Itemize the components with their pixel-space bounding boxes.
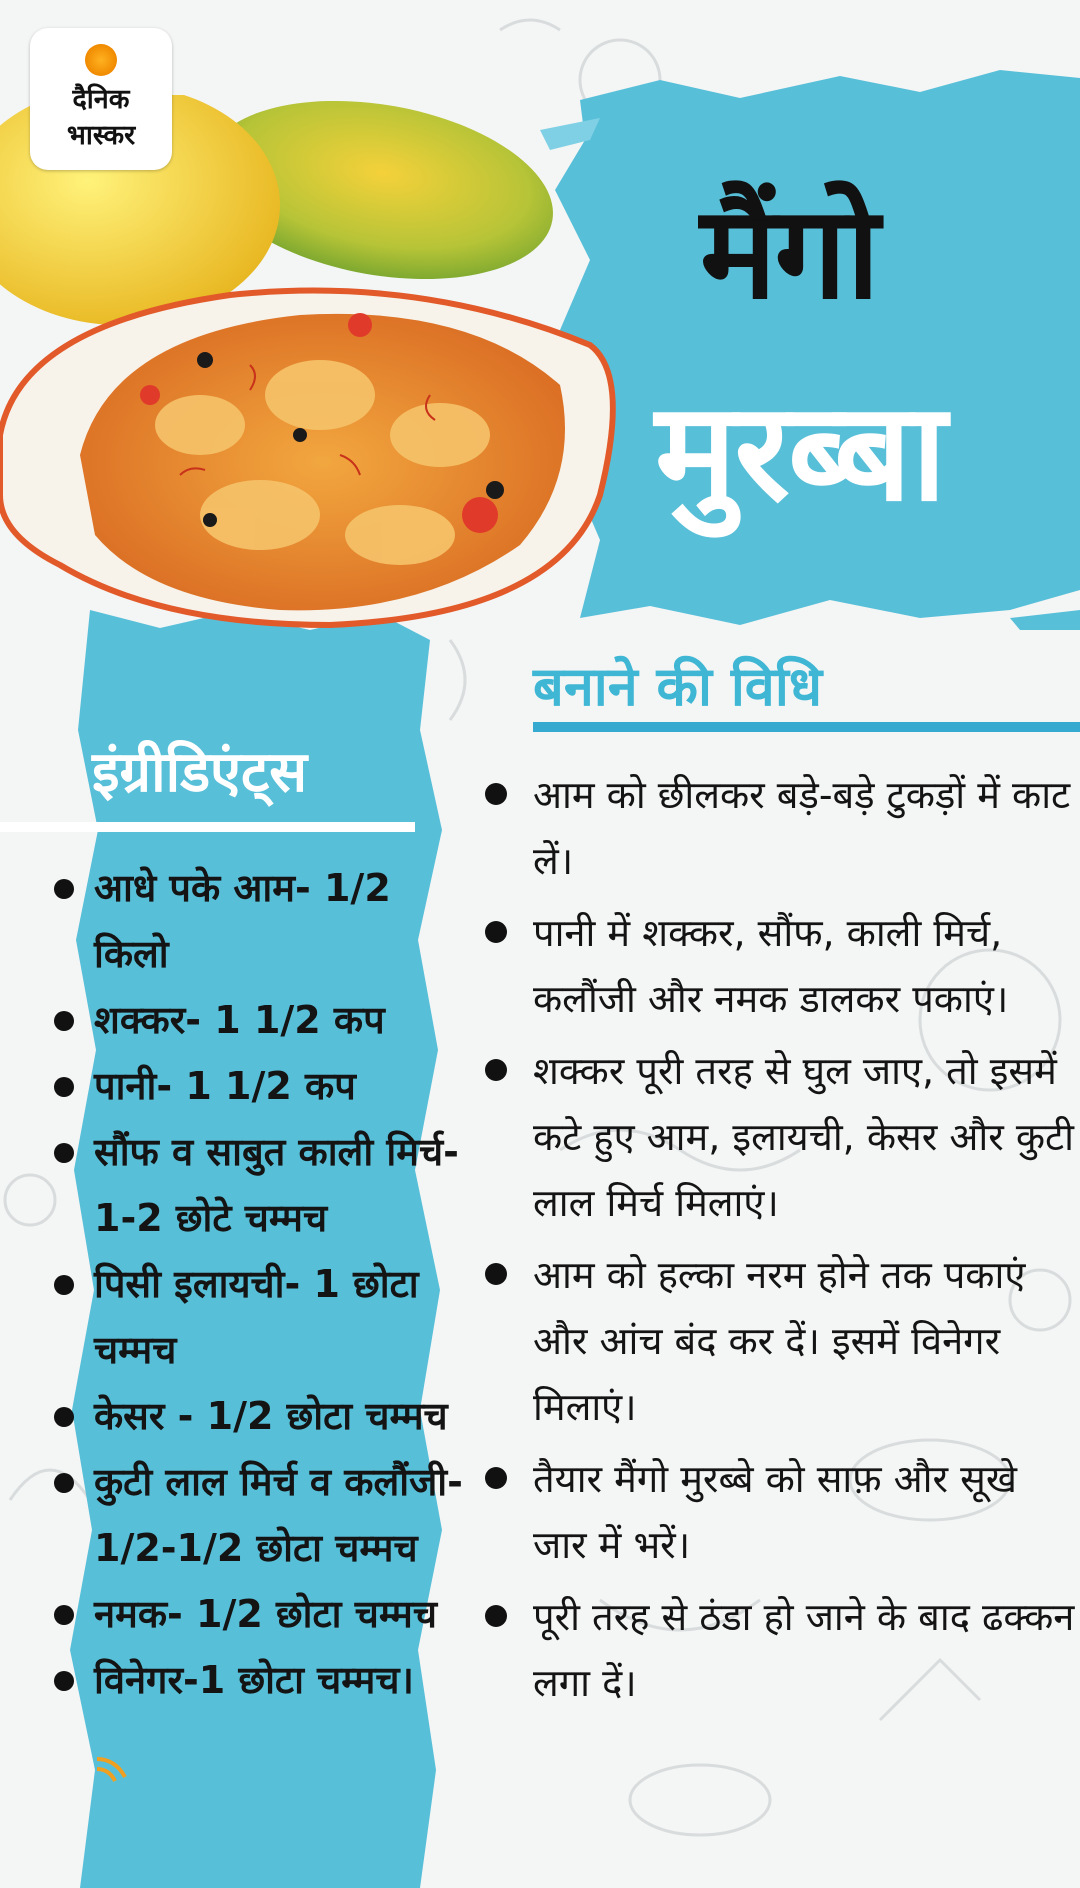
ingredient-text: विनेगर-1 छोटा चम्मच। — [94, 1658, 414, 1702]
ingredient-text: पिसी इलायची- 1 छोटा चम्मच — [94, 1262, 419, 1372]
ingredient-item — [50, 1449, 470, 1581]
bullet-icon — [485, 921, 507, 943]
ingredients-list — [50, 855, 470, 1713]
method-step — [485, 1038, 1075, 1236]
method-step-text: आम को छीलकर बड़े-बड़े टुकड़ों में काट लें। — [533, 773, 1071, 883]
method-step — [485, 1242, 1075, 1440]
method-steps-list — [485, 762, 1075, 1722]
ingredient-text: केसर - 1/2 छोटा चम्मच — [94, 1394, 448, 1438]
method-step-text: पानी में शक्कर, सौंफ, काली मिर्च, कलौंजी और नमक डालकर पकाएं। — [533, 911, 1009, 1021]
bullet-icon — [54, 1605, 74, 1625]
method-step-text: शक्कर पूरी तरह से घुल जाए, तो इसमें कटे हुए आम, इलायची, केसर और कुटी लाल मिर्च मिलाएं। — [533, 1049, 1075, 1225]
bullet-icon — [54, 1671, 74, 1691]
ingredient-text: कुटी लाल मिर्च व कलौंजी- 1/2-1/2 छोटा चम्मच — [94, 1460, 463, 1570]
ingredient-item — [50, 1647, 470, 1713]
ingredient-item — [50, 1251, 470, 1383]
bullet-icon — [54, 879, 74, 899]
bullet-icon — [485, 1605, 507, 1627]
logo-text-line2: भास्कर — [66, 120, 136, 151]
dainik-bhaskar-logo[interactable] — [30, 28, 172, 170]
method-step-text: पूरी तरह से ठंडा हो जाने के बाद ढक्कन लगा दें। — [533, 1595, 1075, 1705]
logo-text-line1: दैनिक — [72, 84, 130, 115]
ingredient-text: सौंफ व साबुत काली मिर्च- 1-2 छोटे चम्मच — [94, 1130, 459, 1240]
method-step — [485, 762, 1075, 894]
ingredient-text: पानी- 1 1/2 कप — [94, 1064, 356, 1108]
bullet-icon — [485, 783, 507, 805]
ingredient-item — [50, 1053, 470, 1119]
sun-icon — [85, 44, 117, 76]
bullet-icon — [54, 1011, 74, 1031]
ingredient-item — [50, 1383, 470, 1449]
ingredient-item — [50, 1581, 470, 1647]
title-line1: मैंगो — [700, 179, 878, 328]
method-heading-underline — [533, 722, 1080, 732]
ingredients-heading-underline — [0, 822, 415, 832]
ingredient-text: आधे पके आम- 1/2 किलो — [94, 866, 391, 976]
ingredient-item — [50, 987, 470, 1053]
title-line2: मुरब्बा — [655, 374, 945, 532]
bullet-icon — [485, 1263, 507, 1285]
method-step — [485, 1446, 1075, 1578]
mango-murabba-illustration — [0, 95, 660, 655]
method-heading: बनाने की विधि — [533, 655, 823, 718]
bullet-icon — [54, 1143, 74, 1163]
method-step-text: आम को हल्का नरम होने तक पकाएं और आंच बंद कर दें। इसमें विनेगर मिलाएं। — [533, 1253, 1026, 1429]
ingredient-text: शक्कर- 1 1/2 कप — [94, 998, 385, 1042]
method-step-text: तैयार मैंगो मुरब्बे को साफ़ और सूखे जार में भरें। — [533, 1457, 1017, 1567]
bullet-icon — [54, 1407, 74, 1427]
bullet-icon — [54, 1275, 74, 1295]
method-step — [485, 900, 1075, 1032]
bullet-icon — [485, 1467, 507, 1489]
bullet-icon — [54, 1473, 74, 1493]
brand-mark-icon — [95, 1755, 131, 1785]
method-step — [485, 1584, 1075, 1716]
ingredient-item — [50, 855, 470, 987]
bullet-icon — [54, 1077, 74, 1097]
ingredients-heading: इंग्रीडिएंट्स — [92, 740, 308, 805]
ingredient-item — [50, 1119, 470, 1251]
bullet-icon — [485, 1059, 507, 1081]
ingredient-text: नमक- 1/2 छोटा चम्मच — [94, 1592, 438, 1636]
